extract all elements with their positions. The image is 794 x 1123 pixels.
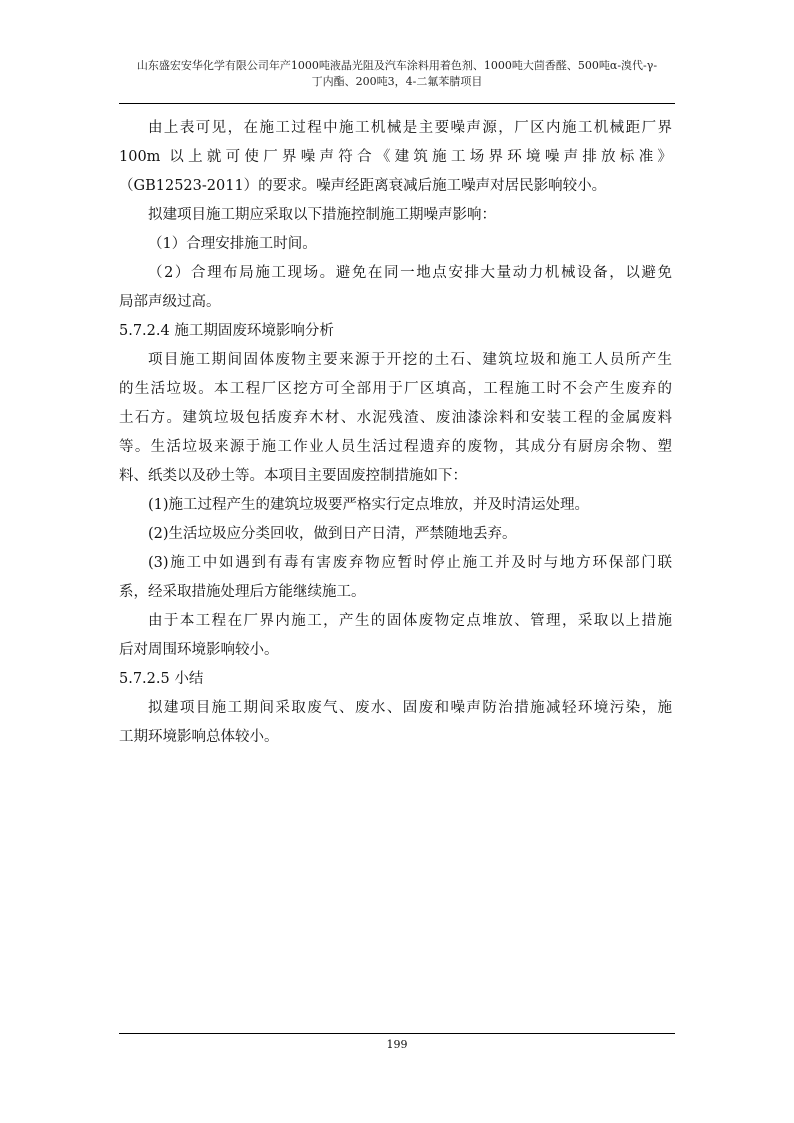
text-line: 的生活垃圾。本工程厂区挖方可全部用于厂区填高，工程施工时不会产生废弃的 — [119, 381, 672, 397]
text-line: (1)施工过程产生的建筑垃圾要严格实行定点堆放，并及时清运处理。 — [148, 497, 590, 513]
text-line: 料、纸类以及砂土等。本项目主要固废控制措施如下： — [119, 468, 467, 484]
section-heading: 5.7.2.4 施工期固废环境影响分析 — [119, 323, 334, 339]
text-line: （GB12523-2011）的要求。噪声经距离衰减后施工噪声对居民影响较小。 — [119, 178, 607, 194]
text-line: 拟建项目施工期应采取以下措施控制施工期噪声影响： — [148, 207, 496, 223]
text-line: (2)生活垃圾应分类回收，做到日产日清，严禁随地丢弃。 — [148, 526, 517, 542]
header-line-2: 丁内酯、200吨3，4-二氟苯腈项目 — [311, 75, 483, 88]
text-line: 工期环境影响总体较小。 — [119, 729, 279, 745]
text-line: 拟建项目施工期间采取废气、废水、固废和噪声防治措施减轻环境污染，施 — [148, 700, 672, 716]
text-line: 后对周围环境影响较小。 — [119, 642, 279, 658]
text-line: 土石方。建筑垃圾包括废弃木材、水泥残渣、废油漆涂料和安装工程的金属废料 — [119, 410, 672, 426]
header-line-1: 山东盛宏安华化学有限公司年产1000吨液晶光阻及汽车涂料用着色剂、1000吨大茴香醛、500吨α-溴代-γ- — [136, 59, 658, 72]
text-line: （2）合理布局施工现场。避免在同一地点安排大量动力机械设备，以避免 — [148, 265, 672, 281]
text-line: 等。生活垃圾来源于施工作业人员生活过程遗弃的废物，其成分有厨房余物、塑 — [119, 439, 672, 455]
running-header — [119, 58, 675, 90]
text-line: （1）合理安排施工时间。 — [148, 236, 317, 252]
page-number: 199 — [386, 1038, 408, 1051]
text-line: 系，经采取措施处理后方能继续施工。 — [119, 584, 366, 600]
text-line: 100m 以上就可使厂界噪声符合《建筑施工场界环境噪声排放标准》 — [119, 149, 672, 165]
text-line: 由上表可见，在施工过程中施工机械是主要噪声源，厂区内施工机械距厂界 — [148, 120, 672, 136]
header-divider — [119, 103, 675, 104]
text-line: 局部声级过高。 — [119, 294, 221, 310]
section-heading: 5.7.2.5 小结 — [119, 671, 204, 687]
body-text — [119, 114, 672, 752]
text-line: 项目施工期间固体废物主要来源于开挖的土石、建筑垃圾和施工人员所产生 — [148, 352, 672, 368]
text-line: 由于本工程在厂界内施工，产生的固体废物定点堆放、管理，采取以上措施 — [148, 613, 672, 629]
footer-divider — [119, 1033, 675, 1034]
text-line: (3)施工中如遇到有毒有害废弃物应暂时停止施工并及时与地方环保部门联 — [148, 555, 672, 571]
